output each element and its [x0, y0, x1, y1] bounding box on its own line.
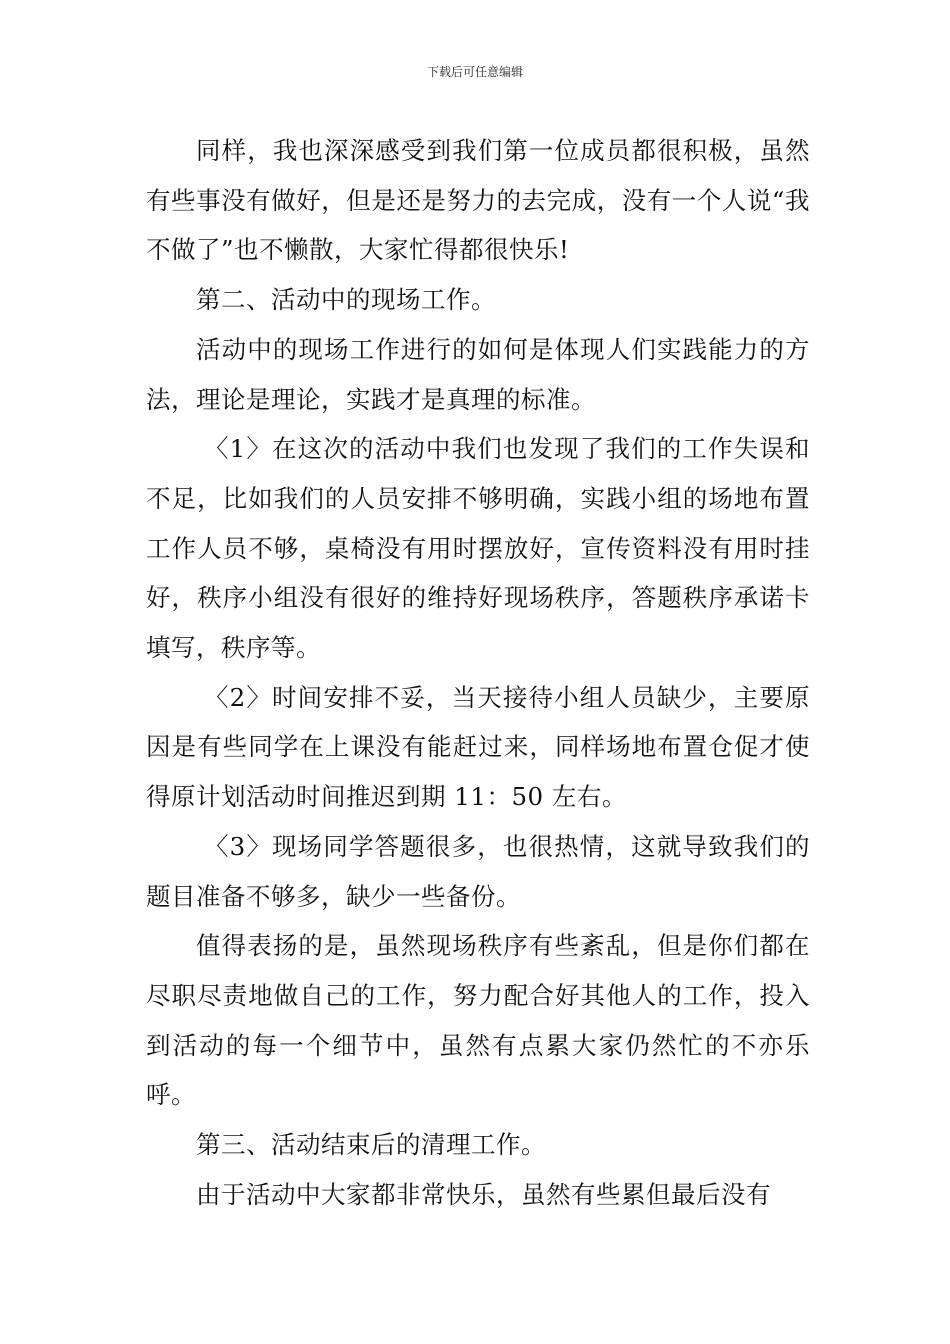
section-heading-cleanup: 第三、活动结束后的清理工作。 [196, 1130, 546, 1160]
list-item-3: 〈3〉现场同学答题很多，也很热情，这就导致我们的题目准备不够多，缺少一些备份。 [146, 831, 810, 911]
paragraph-team-spirit: 同样，我也深深感受到我们第一位成员都很积极，虽然有些事没有做好，但是还是努力的去完成，没有一个人说“我不做了”也不懒散，大家忙得都很快乐! [146, 136, 810, 265]
paragraph-praise: 值得表扬的是，虽然现场秩序有些紊乱，但是你们都在尽职尽责地做自己的工作，努力配合好其他人的工作，投入到活动的每一个细节中，虽然有点累大家仍然忙的不亦乐呼。 [146, 931, 810, 1110]
document-body [146, 126, 810, 1219]
section-heading-onsite-work: 第二、活动中的现场工作。 [196, 285, 496, 315]
list-item-2: 〈2〉时间安排不妥，当天接待小组人员缺少，主要原因是有些同学在上课没有能赶过来，同样场地布置仓促才使得原计划活动时间推迟到期 11：50 左右。 [146, 682, 810, 812]
paragraph-onsite-intro: 活动中的现场工作进行的如何是体现人们实践能力的方法，理论是理论，实践才是真理的标准。 [146, 334, 810, 414]
list-item-1: 〈1〉在这次的活动中我们也发现了我们的工作失误和不足，比如我们的人员安排不够明确，实践小组的场地布置工作人员不够，桌椅没有用时摆放好，宣传资料没有用时挂好，秩序小组没有很好的维持好现场秩序，答题秩序承诺卡填写，秩序等。 [146, 434, 810, 663]
page-header: 下载后可任意编辑 [426, 65, 523, 79]
paragraph-cleanup-start: 由于活动中大家都非常快乐，虽然有些累但最后没有 [196, 1179, 771, 1209]
